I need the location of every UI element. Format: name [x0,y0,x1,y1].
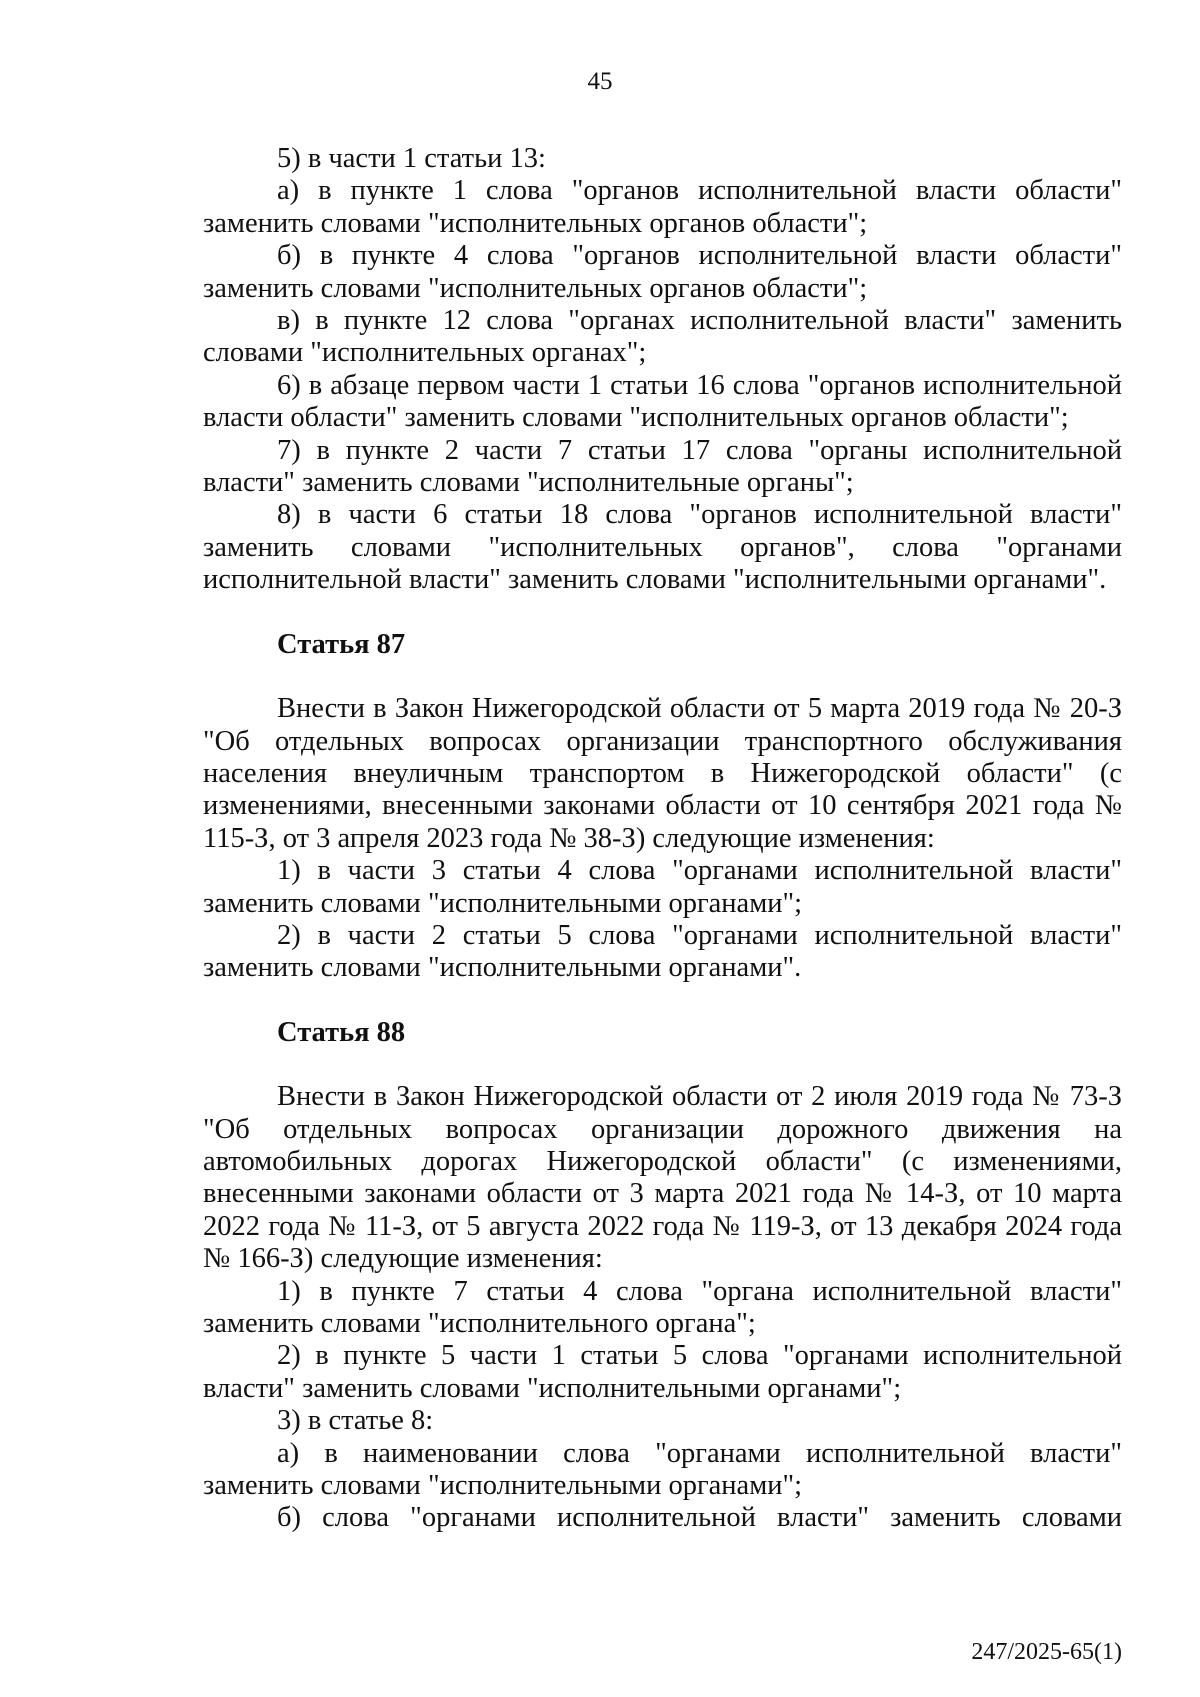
paragraph: б) слова "органами исполнительной власти" заменить словами [277,1502,1122,1534]
paragraph: 5) в части 1 статьи 13: [277,143,546,174]
paragraph: 1) в части 3 статьи 4 слова "органами исполнительной власти" заменить словами "исполнительными органами"; [203,855,1122,919]
page-number: 45 [587,68,613,95]
paragraph: Внести в Закон Нижегородской области от 5 марта 2019 года № 20-З "Об отдельных вопросах организации транспортного обслуживания населения внеуличным транспортом в Нижегородской области" (с изменениями, внесенными законами области от 10 сентября 2021 года № 115-З, от 3 апреля 2023 года № 38-З) следующие изменения: [203,693,1122,854]
paragraph: 8) в части 6 статьи 18 слова "органов исполнительной власти" заменить словами "исполнительных органов", слова "органами исполнительной власти" заменить словами "исполнительными органами". [203,499,1122,596]
document-code: 247/2025-65(1) [971,1639,1122,1665]
article-88-title: Статья 88 [277,1016,406,1048]
paragraph: а) в наименовании слова "органами исполнительной власти" заменить словами "исполнительными органами"; [203,1437,1122,1502]
article-87-title: Статья 87 [277,628,406,660]
paragraph: 1) в пункте 7 статьи 4 слова "органа исполнительной власти" заменить словами "исполнительного органа"; [203,1275,1122,1339]
paragraph: б) в пункте 4 слова "органов исполнительной власти области" заменить словами "исполнительных органов области"; [203,240,1122,304]
paragraph: 3) в статье 8: [277,1405,434,1437]
paragraph: 2) в пункте 5 части 1 статьи 5 слова "органами исполнительной власти" заменить словами "исполнительными органами"; [203,1340,1122,1404]
paragraph: 2) в части 2 статьи 5 слова "органами исполнительной власти" заменить словами "исполнительными органами". [203,919,1122,984]
paragraph: а) в пункте 1 слова "органов исполнительной власти области" заменить словами "исполнительных органов области"; [203,175,1122,239]
paragraph: 7) в пункте 2 части 7 статьи 17 слова "органы исполнительной власти" заменить словами "исполнительные органы"; [203,434,1122,499]
paragraph: 6) в абзаце первом части 1 статьи 16 слова "органов исполнительной власти области" заменить словами "исполнительных органов области"; [203,369,1122,434]
document-body [203,143,1122,1535]
paragraph: в) в пункте 12 слова "органах исполнительной власти" заменить словами "исполнительных органах"; [203,305,1122,369]
paragraph: Внести в Закон Нижегородской области от 2 июля 2019 года № 73-З "Об отдельных вопросах организации дорожного движения на автомобильных дорогах Нижегородской области" (с изменениями, внесенными законами области от 3 марта 2021 года № 14-З, от 10 марта 2022 года № 11-З, от 5 августа 2022 года № 119-З, от 13 декабря 2024 года № 166-З) следующие изменения: [203,1081,1122,1275]
